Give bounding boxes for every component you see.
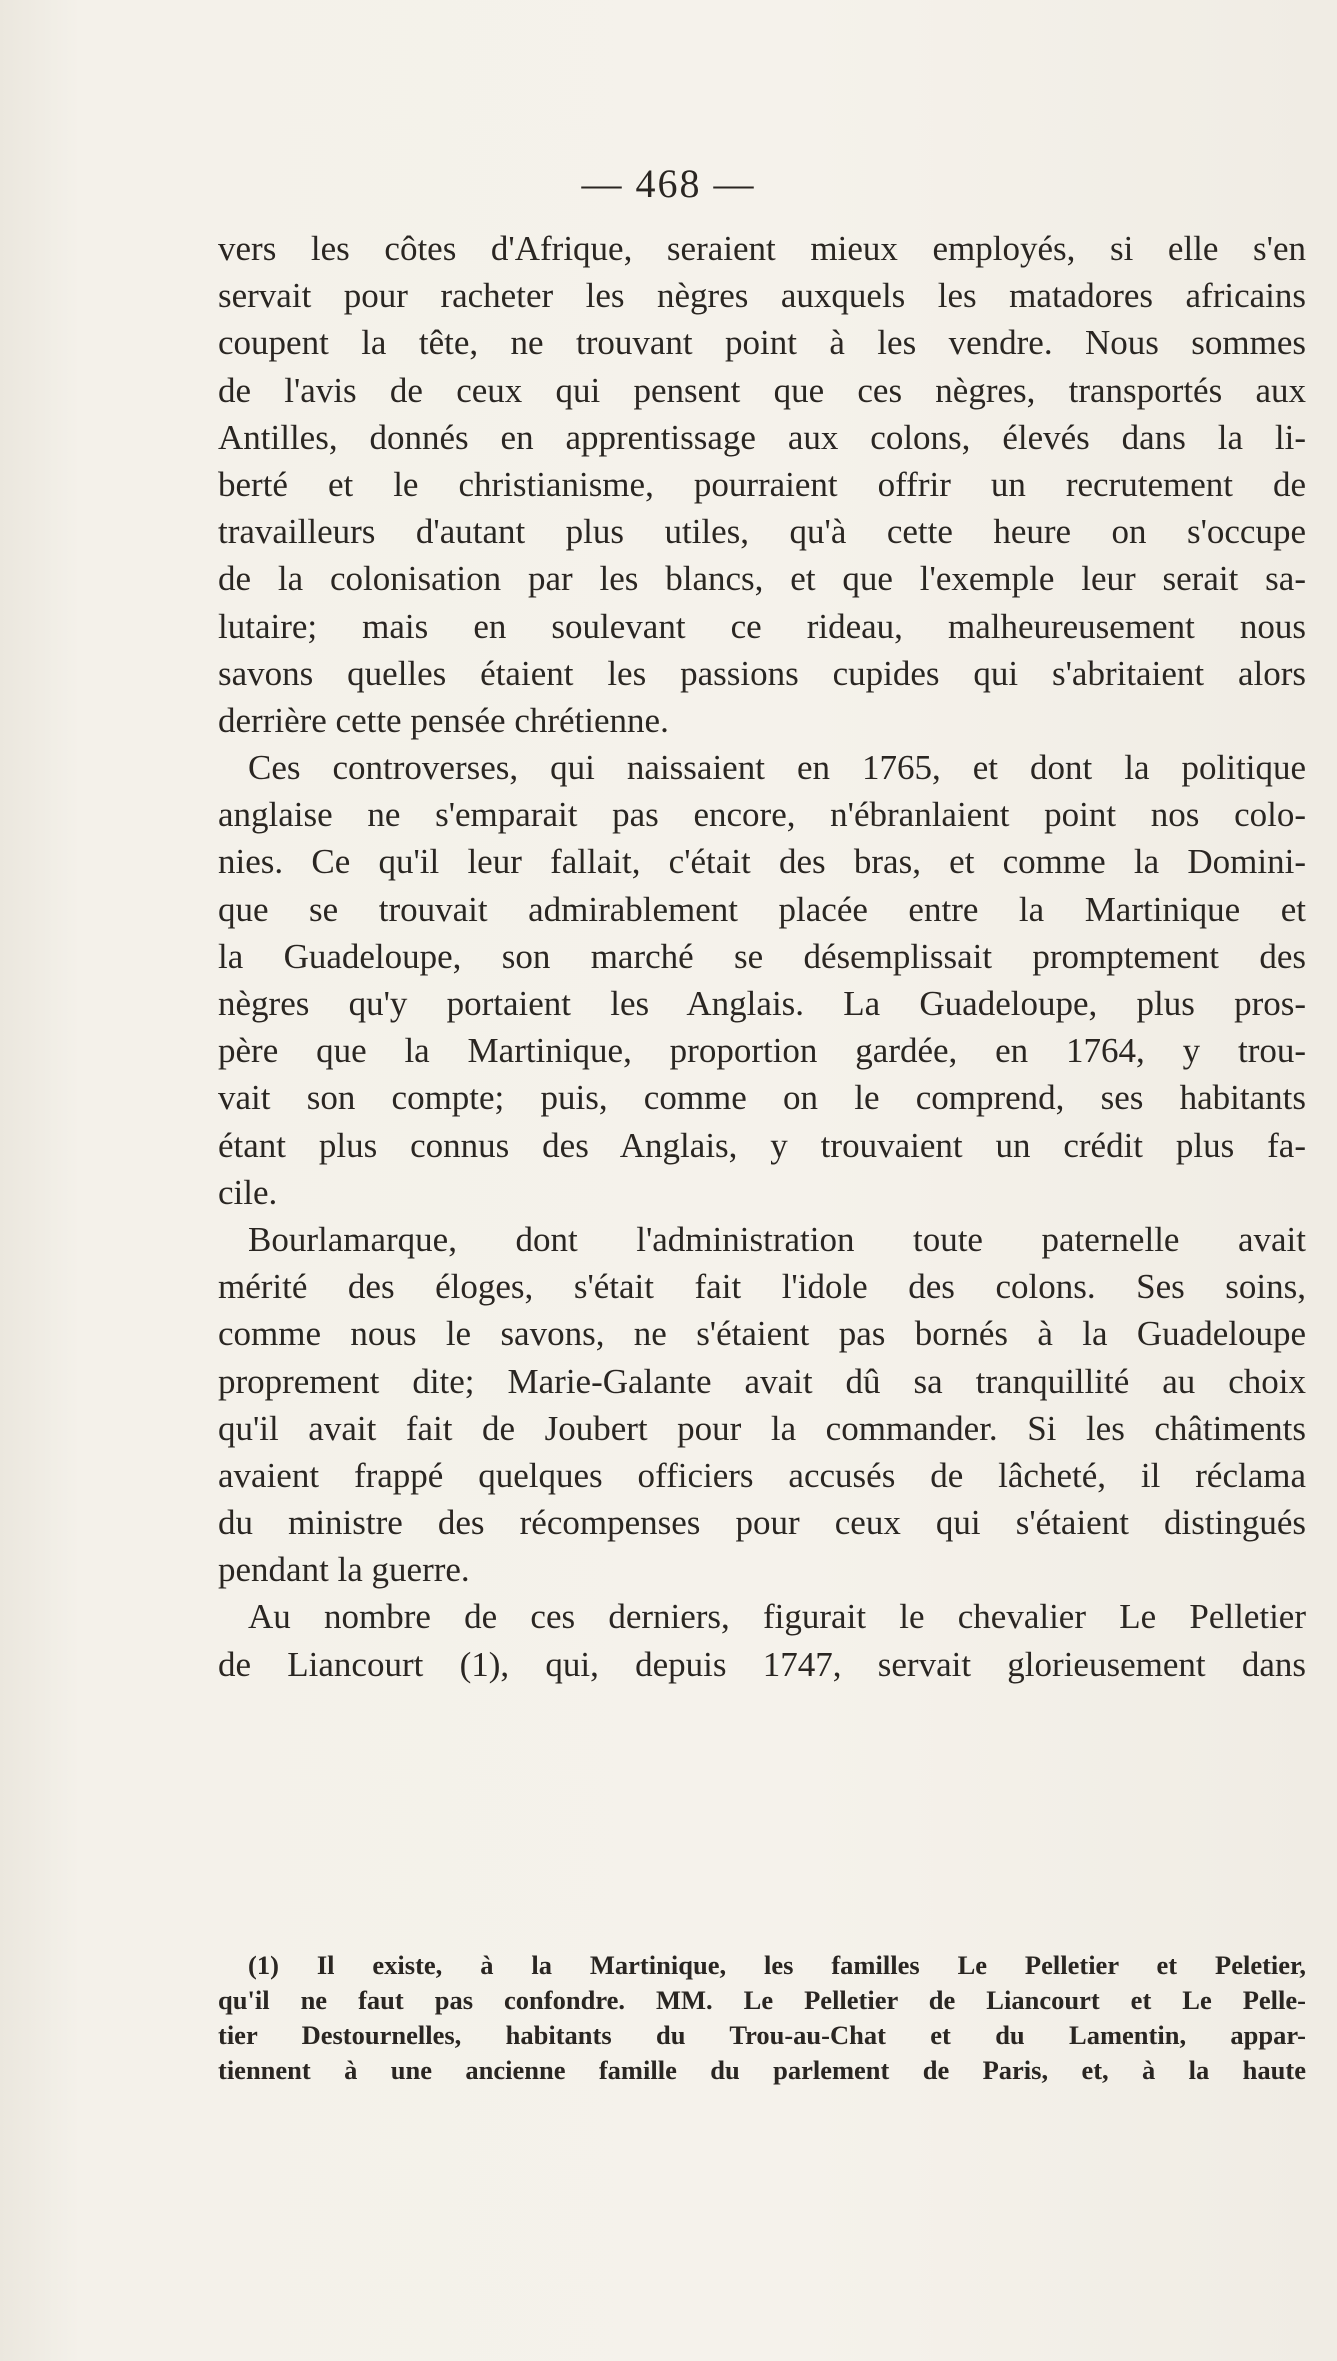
text-line: que se trouvait admirablement placée entre la Martinique et xyxy=(218,889,1306,929)
text-line: nègres qu'y portaient les Anglais. La Guadeloupe, plus pros- xyxy=(218,984,1306,1023)
text-line: étant plus connus des Anglais, y trouvaient un crédit plus fa- xyxy=(218,1125,1306,1165)
text-line: mérité des éloges, s'était fait l'idole des colons. Ses soins, xyxy=(218,1267,1306,1307)
text-line: Au nombre de ces derniers, figurait le chevalier Le Pelletier xyxy=(248,1597,1306,1637)
text-line: proprement dite; Marie-Galante avait dû sa tranquillité au choix xyxy=(218,1361,1306,1401)
text-line: de l'avis de ceux qui pensent que ces nègres, transportés aux xyxy=(218,370,1306,410)
footnote-line: tier Destournelles, habitants du Trou-au-Chat et du Lamentin, appar- xyxy=(218,2020,1306,2050)
text-line: de la colonisation par les blancs, et que l'exemple leur serait sa- xyxy=(218,559,1306,599)
text-line: travailleurs d'autant plus utiles, qu'à cette heure on s'occupe xyxy=(218,512,1306,552)
paragraph xyxy=(218,744,1306,1216)
footnote-line: tiennent à une ancienne famille du parlement de Paris, et, à la haute xyxy=(218,2055,1306,2085)
text-line: servait pour racheter les nègres auxquels les matadores africains xyxy=(218,276,1306,316)
footnote xyxy=(218,1948,1306,2088)
text-line: pendant la guerre. xyxy=(218,1550,470,1590)
text-line: Antilles, donnés en apprentissage aux colons, élevés dans la li- xyxy=(218,417,1306,457)
text-line: vait son compte; puis, comme on le comprend, ses habitants xyxy=(218,1078,1306,1118)
text-line: coupent la tête, ne trouvant point à les vendre. Nous sommes xyxy=(218,323,1306,363)
text-line: la Guadeloupe, son marché se désemplissait promptement des xyxy=(218,936,1306,976)
text-line: vers les côtes d'Afrique, seraient mieux employés, si elle s'en xyxy=(218,229,1306,268)
text-line: avaient frappé quelques officiers accusés de lâcheté, il réclama xyxy=(218,1455,1306,1495)
body-text xyxy=(218,225,1306,1688)
text-line: lutaire; mais en soulevant ce rideau, malheureusement nous xyxy=(218,606,1306,646)
text-line: père que la Martinique, proportion gardée, en 1764, y trou- xyxy=(218,1031,1306,1071)
text-line: anglaise ne s'emparait pas encore, n'ébranlaient point nos colo- xyxy=(218,795,1306,835)
text-line: du ministre des récompenses pour ceux qui s'étaient distingués xyxy=(218,1503,1306,1543)
text-line: savons quelles étaient les passions cupides qui s'abritaient alors xyxy=(218,653,1306,693)
footnote-line: (1) Il existe, à la Martinique, les familles Le Pelletier et Peletier, xyxy=(248,1950,1306,1980)
paragraph xyxy=(218,225,1306,744)
text-line: derrière cette pensée chrétienne. xyxy=(218,700,669,740)
text-line: comme nous le savons, ne s'étaient pas bornés à la Guadeloupe xyxy=(218,1314,1306,1354)
paragraph xyxy=(218,1593,1306,1687)
text-line: qu'il avait fait de Joubert pour la commander. Si les châtiments xyxy=(218,1408,1306,1448)
text-line: cile. xyxy=(218,1172,278,1212)
text-line: nies. Ce qu'il leur fallait, c'était des bras, et comme la Domini- xyxy=(218,842,1306,882)
text-line: Bourlamarque, dont l'administration toute paternelle avait xyxy=(248,1219,1306,1259)
page-number: — 468 — xyxy=(581,161,756,206)
text-line: berté et le christianisme, pourraient offrir un recrutement de xyxy=(218,464,1306,504)
text-line: de Liancourt (1), qui, depuis 1747, servait glorieusement dans xyxy=(218,1644,1306,1684)
text-line: Ces controverses, qui naissaient en 1765, et dont la politique xyxy=(248,748,1306,788)
paragraph xyxy=(218,1216,1306,1594)
footnote-line: qu'il ne faut pas confondre. MM. Le Pelletier de Liancourt et Le Pelle- xyxy=(218,1985,1306,2015)
